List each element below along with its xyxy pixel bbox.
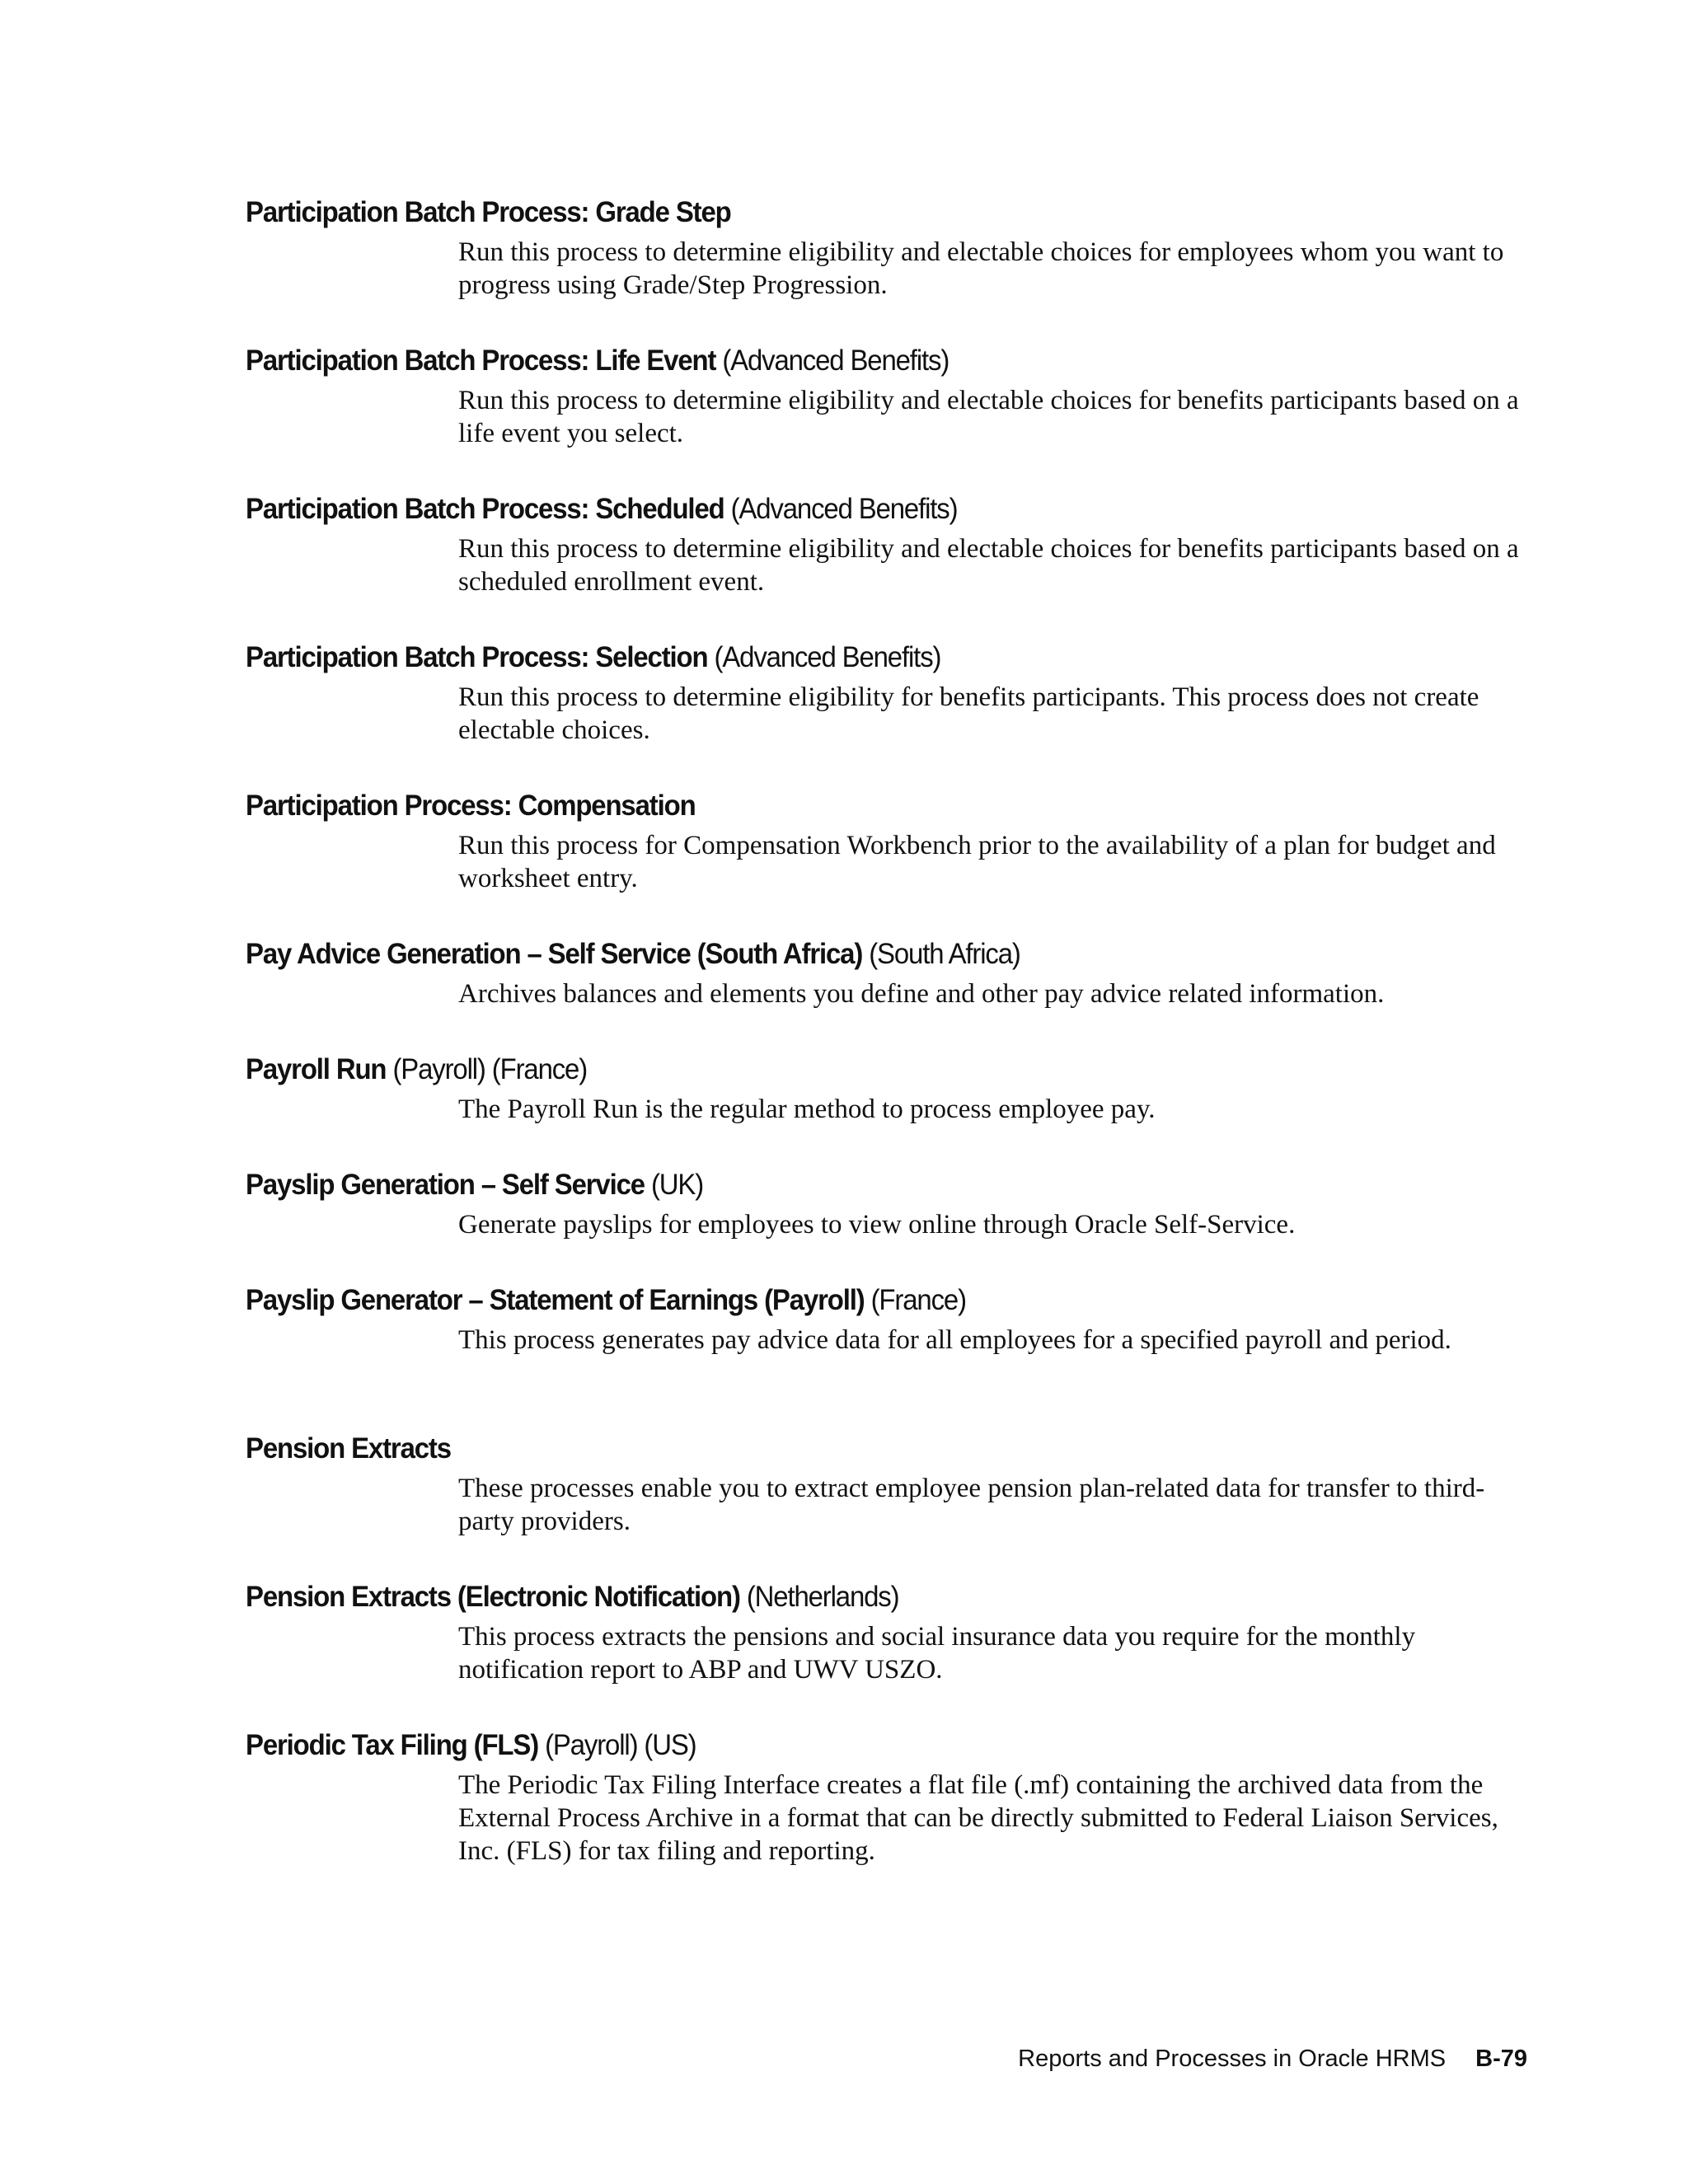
process-name: Pension Extracts (246, 1432, 451, 1465)
process-title (246, 790, 1470, 823)
process-qualifier: (Payroll) (US) (545, 1729, 696, 1761)
process-title (246, 1729, 1470, 1762)
page-number: B-79 (1475, 2046, 1527, 2072)
process-qualifier: (Advanced Benefits) (722, 344, 950, 377)
process-name: Periodic Tax Filing (FLS) (246, 1729, 539, 1761)
process-entry (246, 493, 1548, 598)
process-qualifier: (Advanced Benefits) (714, 641, 941, 673)
process-name: Pay Advice Generation – Self Service (South Africa) (246, 938, 863, 970)
process-title (246, 1432, 1470, 1465)
process-entry (246, 1053, 1548, 1126)
process-qualifier: (Advanced Benefits) (730, 493, 958, 525)
process-entry (246, 1284, 1548, 1357)
process-name: Participation Process: Compensation (246, 790, 696, 822)
process-description: Run this process to determine eligibility and electable choices for benefits participants based on a scheduled enrollment event. (458, 534, 1519, 597)
process-qualifier: (France) (870, 1284, 966, 1316)
process-title (246, 1581, 1470, 1614)
process-title (246, 1169, 1470, 1202)
process-name: Pension Extracts (Electronic Notification) (246, 1581, 740, 1613)
process-title (246, 344, 1470, 377)
process-title (246, 196, 1470, 229)
process-title (246, 1053, 1470, 1086)
process-entry (246, 641, 1548, 747)
process-description: Generate payslips for employees to view online through Oracle Self-Service. (458, 1210, 1296, 1240)
process-entry (246, 1729, 1548, 1868)
process-entry (246, 196, 1548, 302)
process-entry (246, 1169, 1548, 1241)
process-description: Run this process to determine eligibility for benefits participants. This process does not create electable choices. (458, 682, 1479, 745)
process-description: Run this process to determine eligibility and electable choices for employees whom you want to progress using Grade/Step Progression. (458, 237, 1504, 300)
process-name: Participation Batch Process: Grade Step (246, 196, 731, 228)
process-title (246, 493, 1470, 526)
process-description: Archives balances and elements you define and other pay advice related information. (458, 979, 1385, 1009)
process-name: Participation Batch Process: Scheduled (246, 493, 724, 525)
process-name: Payslip Generator – Statement of Earnings (Payroll) (246, 1284, 865, 1316)
process-entry (246, 1581, 1548, 1686)
process-name: Payslip Generation – Self Service (246, 1169, 645, 1201)
footer-section-title: Reports and Processes in Oracle HRMS (1018, 2046, 1447, 2072)
process-name: Participation Batch Process: Selection (246, 641, 708, 673)
process-description: The Payroll Run is the regular method to process employee pay. (458, 1094, 1156, 1124)
process-qualifier: (South Africa) (869, 938, 1020, 970)
process-entry (246, 790, 1548, 895)
process-title (246, 1284, 1470, 1317)
process-qualifier: (Netherlands) (746, 1581, 899, 1613)
process-description: This process generates pay advice data for all employees for a specified payroll and period. (458, 1325, 1451, 1355)
process-description: Run this process to determine eligibility and electable choices for benefits participants based on a life event you select. (458, 386, 1519, 448)
process-entry (246, 344, 1548, 450)
process-qualifier: (UK) (650, 1169, 704, 1201)
process-entry (246, 938, 1548, 1010)
process-description: These processes enable you to extract employee pension plan-related data for transfer to third-party providers. (458, 1474, 1485, 1536)
process-qualifier: (Payroll) (France) (392, 1053, 588, 1085)
process-title (246, 641, 1470, 674)
process-description: Run this process for Compensation Workbench prior to the availability of a plan for budget and worksheet entry. (458, 831, 1496, 893)
process-title (246, 938, 1470, 971)
process-name: Payroll Run (246, 1053, 387, 1085)
page-footer (1018, 2044, 1527, 2074)
process-description: The Periodic Tax Filing Interface creates a flat file (.mf) containing the archived data from the External Process Archive in a format that can be directly submitted to Federal Liaison Services, Inc. (FLS) for tax filing and reporting. (458, 1770, 1498, 1866)
process-description: This process extracts the pensions and social insurance data you require for the monthly notification report to ABP and UWV USZO. (458, 1622, 1416, 1685)
process-entry (246, 1432, 1548, 1538)
process-name: Participation Batch Process: Life Event (246, 344, 716, 377)
